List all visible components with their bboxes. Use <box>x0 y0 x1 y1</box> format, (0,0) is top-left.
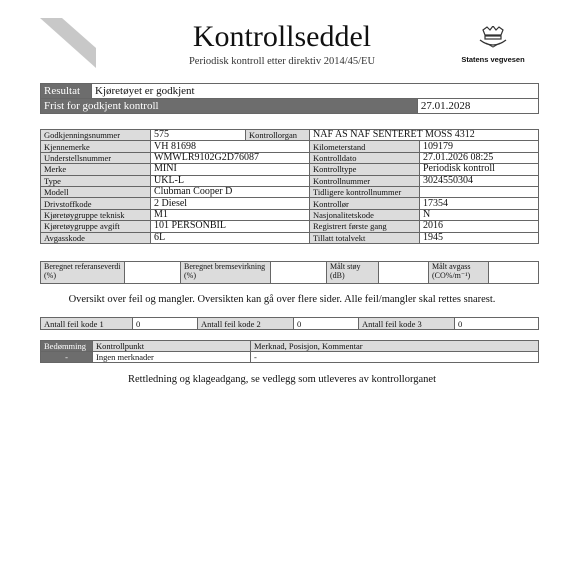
info-key: Kilometerstand <box>310 141 420 152</box>
defect-row <box>41 352 539 363</box>
info-header-row <box>41 130 539 141</box>
control-body-label: Kontrollorgan <box>246 130 310 141</box>
info-value: N <box>420 209 539 220</box>
defect-count-label: Antall feil kode 2 <box>198 318 294 330</box>
info-value: 6L <box>151 232 310 243</box>
info-value: UKL-L <box>151 175 310 186</box>
info-row <box>41 232 539 243</box>
info-value: 17354 <box>420 198 539 209</box>
info-key: Kjøretøygruppe avgift <box>41 221 151 232</box>
info-value: 1945 <box>420 232 539 243</box>
document-subtitle: Periodisk kontroll etter direktiv 2014/45/EU <box>188 56 376 67</box>
result-value: Kjøretøyet er godkjent <box>92 84 539 99</box>
info-key: Nasjonalitetskode <box>310 209 420 220</box>
defect-count-value: 0 <box>294 318 359 330</box>
brake-effect-label: Beregnet bremsevirkning (%) <box>181 262 271 284</box>
remark-cell: - <box>251 352 539 363</box>
info-row <box>41 209 539 220</box>
crown-crest-icon <box>478 26 508 48</box>
info-value <box>420 186 539 197</box>
info-row <box>41 186 539 197</box>
info-row <box>41 175 539 186</box>
info-value: 3024550304 <box>420 175 539 186</box>
assessment-cell: - <box>41 352 93 363</box>
exhaust-label: Målt avgass (CO%/m⁻¹) <box>429 262 489 284</box>
ref-brake-label: Beregnet referanseverdi (%) <box>41 262 125 284</box>
info-key: Tidligere kontrollnummer <box>310 186 420 197</box>
result-table <box>40 83 539 114</box>
deadline-value: 27.01.2028 <box>417 99 538 114</box>
noise-label: Målt støy (dB) <box>327 262 379 284</box>
approval-number-label: Godkjenningsnummer <box>41 130 151 141</box>
assessment-header: Bedømming <box>41 341 93 352</box>
info-key: Modell <box>41 186 151 197</box>
result-label: Resultat <box>41 84 92 99</box>
info-row <box>41 198 539 209</box>
info-value: 27.01.2026 08:25 <box>420 152 539 163</box>
info-key: Type <box>41 175 151 186</box>
approval-number-value: 575 <box>151 130 246 141</box>
info-key: Avgasskode <box>41 232 151 243</box>
info-value: 2 Diesel <box>151 198 310 209</box>
defect-count-value: 0 <box>133 318 198 330</box>
logo-text: Statens vegvesen <box>461 55 525 64</box>
info-value: 109179 <box>420 141 539 152</box>
ref-brake-value <box>125 262 181 284</box>
statens-vegvesen-logo <box>458 26 528 66</box>
measurements-table <box>40 261 539 284</box>
info-key: Kjøretøygruppe teknisk <box>41 209 151 220</box>
info-key: Kontrollør <box>310 198 420 209</box>
defect-counts-table <box>40 317 539 330</box>
checkpoint-header: Kontrollpunkt <box>93 341 251 352</box>
info-key: Registrert første gang <box>310 221 420 232</box>
info-value: MINI <box>151 164 310 175</box>
noise-value <box>379 262 429 284</box>
info-key: Tillatt totalvekt <box>310 232 420 243</box>
info-row <box>41 152 539 163</box>
overview-text: Oversikt over feil og mangler. Oversikten kan gå over flere sider. Alle feil/mangler skal rettes snarest. <box>68 294 496 305</box>
defect-count-label: Antall feil kode 1 <box>41 318 133 330</box>
info-row <box>41 164 539 175</box>
control-body-value: NAF AS NAF SENTERET MOSS 4312 <box>310 130 539 141</box>
exhaust-value <box>489 262 539 284</box>
document-title: Kontrollseddel <box>192 20 372 53</box>
info-value: M1 <box>151 209 310 220</box>
deadline-label: Frist for godkjent kontroll <box>41 99 418 114</box>
defects-header-row <box>41 341 539 352</box>
info-row <box>41 141 539 152</box>
info-key: Kontrolldato <box>310 152 420 163</box>
info-value: VH 81698 <box>151 141 310 152</box>
info-key: Merke <box>41 164 151 175</box>
defect-count-label: Antall feil kode 3 <box>359 318 455 330</box>
info-value: Clubman Cooper D <box>151 186 310 197</box>
info-value: 101 PERSONBIL <box>151 221 310 232</box>
info-key: Kontrollnummer <box>310 175 420 186</box>
info-value: WMWLR9102G2D76087 <box>151 152 310 163</box>
remark-header: Merknad, Posisjon, Kommentar <box>251 341 539 352</box>
info-key: Understellsnummer <box>41 152 151 163</box>
brake-effect-value <box>271 262 327 284</box>
info-row <box>41 221 539 232</box>
info-value: Periodisk kontroll <box>420 164 539 175</box>
defect-count-value: 0 <box>455 318 539 330</box>
info-key: Kontrolltype <box>310 164 420 175</box>
info-key: Drivstoffkode <box>41 198 151 209</box>
guidance-text: Rettledning og klageadgang, se vedlegg som utleveres av kontrollorganet <box>127 374 437 385</box>
checkpoint-cell: Ingen merknader <box>93 352 251 363</box>
vehicle-info-table <box>40 129 539 244</box>
defects-table <box>40 340 539 363</box>
info-key: Kjennemerke <box>41 141 151 152</box>
info-value: 2016 <box>420 221 539 232</box>
